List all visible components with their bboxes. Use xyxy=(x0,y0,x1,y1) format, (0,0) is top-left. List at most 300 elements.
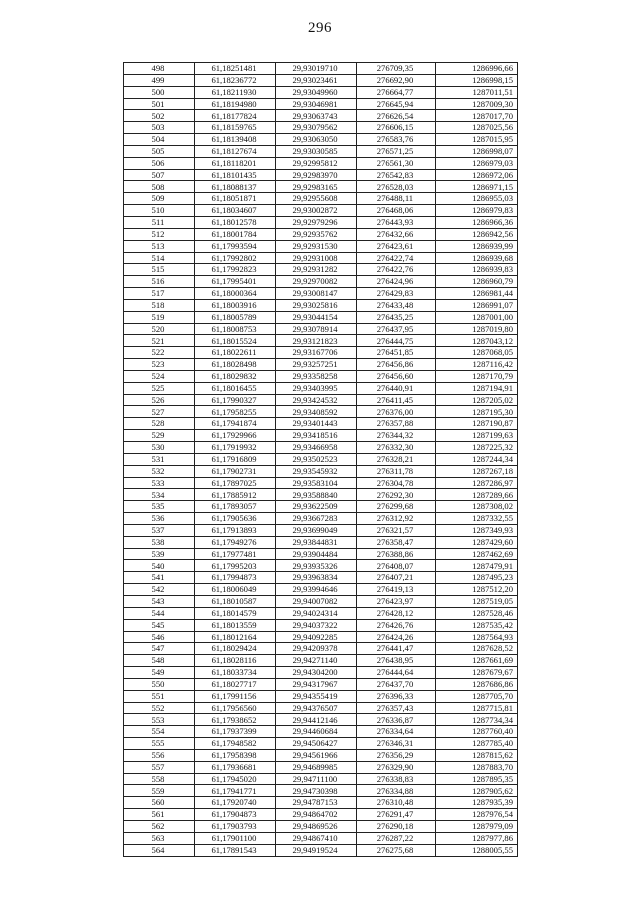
point-number-cell: 512 xyxy=(124,228,195,240)
x-coordinate-cell: 276310,48 xyxy=(357,797,436,809)
point-number-cell: 556 xyxy=(124,749,195,761)
latitude-cell: 61,18008753 xyxy=(195,323,276,335)
point-number-cell: 549 xyxy=(124,667,195,679)
y-coordinate-cell: 1286966,36 xyxy=(436,216,518,228)
y-coordinate-cell: 1287025,56 xyxy=(436,122,518,134)
x-coordinate-cell: 276287,22 xyxy=(357,832,436,844)
point-number-cell: 505 xyxy=(124,145,195,157)
page-number: 296 xyxy=(308,20,332,36)
y-coordinate-cell: 1287308,02 xyxy=(436,501,518,513)
table-row xyxy=(124,134,518,146)
latitude-cell: 61,18051871 xyxy=(195,193,276,205)
point-number-cell: 564 xyxy=(124,844,195,856)
table-row xyxy=(124,524,518,536)
point-number-cell: 527 xyxy=(124,406,195,418)
table-row xyxy=(124,477,518,489)
table-row xyxy=(124,489,518,501)
table-row xyxy=(124,749,518,761)
table-row xyxy=(124,205,518,217)
x-coordinate-cell: 276292,30 xyxy=(357,489,436,501)
point-number-cell: 510 xyxy=(124,205,195,217)
latitude-cell: 61,17993594 xyxy=(195,240,276,252)
x-coordinate-cell: 276456,60 xyxy=(357,370,436,382)
y-coordinate-cell: 1287019,80 xyxy=(436,323,518,335)
longitude-cell: 29,94007082 xyxy=(276,595,357,607)
latitude-cell: 61,17956560 xyxy=(195,702,276,714)
point-number-cell: 519 xyxy=(124,311,195,323)
longitude-cell: 29,92931008 xyxy=(276,252,357,264)
longitude-cell: 29,94092285 xyxy=(276,631,357,643)
x-coordinate-cell: 276542,83 xyxy=(357,169,436,181)
longitude-cell: 29,94711100 xyxy=(276,773,357,785)
x-coordinate-cell: 276334,64 xyxy=(357,726,436,738)
x-coordinate-cell: 276422,74 xyxy=(357,252,436,264)
table-row xyxy=(124,690,518,702)
x-coordinate-cell: 276426,76 xyxy=(357,619,436,631)
table-row xyxy=(124,216,518,228)
longitude-cell: 29,92955608 xyxy=(276,193,357,205)
point-number-cell: 542 xyxy=(124,584,195,596)
x-coordinate-cell: 276419,13 xyxy=(357,584,436,596)
longitude-cell: 29,92983970 xyxy=(276,169,357,181)
table-row xyxy=(124,299,518,311)
point-number-cell: 561 xyxy=(124,809,195,821)
longitude-cell: 29,93019710 xyxy=(276,63,357,75)
table-row xyxy=(124,193,518,205)
point-number-cell: 515 xyxy=(124,264,195,276)
longitude-cell: 29,94787153 xyxy=(276,797,357,809)
x-coordinate-cell: 276358,47 xyxy=(357,536,436,548)
y-coordinate-cell: 1287015,95 xyxy=(436,134,518,146)
latitude-cell: 61,18177824 xyxy=(195,110,276,122)
y-coordinate-cell: 1287760,40 xyxy=(436,726,518,738)
latitude-cell: 61,18088137 xyxy=(195,181,276,193)
table-row xyxy=(124,418,518,430)
latitude-cell: 61,18034607 xyxy=(195,205,276,217)
x-coordinate-cell: 276329,90 xyxy=(357,761,436,773)
table-row xyxy=(124,228,518,240)
table-row xyxy=(124,359,518,371)
x-coordinate-cell: 276528,03 xyxy=(357,181,436,193)
point-number-cell: 522 xyxy=(124,347,195,359)
point-number-cell: 513 xyxy=(124,240,195,252)
x-coordinate-cell: 276424,26 xyxy=(357,631,436,643)
x-coordinate-cell: 276376,00 xyxy=(357,406,436,418)
point-number-cell: 500 xyxy=(124,86,195,98)
table-row xyxy=(124,821,518,833)
table-row xyxy=(124,773,518,785)
latitude-cell: 61,17992823 xyxy=(195,264,276,276)
point-number-cell: 538 xyxy=(124,536,195,548)
latitude-cell: 61,17949276 xyxy=(195,536,276,548)
point-number-cell: 550 xyxy=(124,678,195,690)
longitude-cell: 29,93502523 xyxy=(276,453,357,465)
x-coordinate-cell: 276438,95 xyxy=(357,655,436,667)
latitude-cell: 61,18012164 xyxy=(195,631,276,643)
x-coordinate-cell: 276437,70 xyxy=(357,678,436,690)
latitude-cell: 61,18010587 xyxy=(195,595,276,607)
y-coordinate-cell: 1287628,52 xyxy=(436,643,518,655)
y-coordinate-cell: 1287979,09 xyxy=(436,821,518,833)
point-number-cell: 507 xyxy=(124,169,195,181)
longitude-cell: 29,94355419 xyxy=(276,690,357,702)
table-row xyxy=(124,667,518,679)
x-coordinate-cell: 276456,86 xyxy=(357,359,436,371)
table-row xyxy=(124,809,518,821)
point-number-cell: 526 xyxy=(124,394,195,406)
longitude-cell: 29,94919524 xyxy=(276,844,357,856)
x-coordinate-cell: 276443,93 xyxy=(357,216,436,228)
y-coordinate-cell: 1287895,35 xyxy=(436,773,518,785)
table-row xyxy=(124,157,518,169)
y-coordinate-cell: 1287194,91 xyxy=(436,382,518,394)
y-coordinate-cell: 1287905,62 xyxy=(436,785,518,797)
y-coordinate-cell: 1287686,86 xyxy=(436,678,518,690)
y-coordinate-cell: 1288005,55 xyxy=(436,844,518,856)
x-coordinate-cell: 276344,32 xyxy=(357,430,436,442)
longitude-cell: 29,94869526 xyxy=(276,821,357,833)
x-coordinate-cell: 276692,90 xyxy=(357,74,436,86)
x-coordinate-cell: 276432,66 xyxy=(357,228,436,240)
longitude-cell: 29,93121823 xyxy=(276,335,357,347)
y-coordinate-cell: 1287883,70 xyxy=(436,761,518,773)
longitude-cell: 29,93408592 xyxy=(276,406,357,418)
point-number-cell: 562 xyxy=(124,821,195,833)
point-number-cell: 517 xyxy=(124,288,195,300)
table-row xyxy=(124,323,518,335)
longitude-cell: 29,93358258 xyxy=(276,370,357,382)
table-row xyxy=(124,572,518,584)
longitude-cell: 29,92931282 xyxy=(276,264,357,276)
point-number-cell: 551 xyxy=(124,690,195,702)
y-coordinate-cell: 1287519,05 xyxy=(436,595,518,607)
latitude-cell: 61,18101435 xyxy=(195,169,276,181)
point-number-cell: 499 xyxy=(124,74,195,86)
latitude-cell: 61,17994873 xyxy=(195,572,276,584)
table-row xyxy=(124,714,518,726)
table-row xyxy=(124,501,518,513)
latitude-cell: 61,17938652 xyxy=(195,714,276,726)
table-row xyxy=(124,169,518,181)
y-coordinate-cell: 1286960,79 xyxy=(436,276,518,288)
x-coordinate-cell: 276290,18 xyxy=(357,821,436,833)
y-coordinate-cell: 1287244,34 xyxy=(436,453,518,465)
table-row xyxy=(124,74,518,86)
longitude-cell: 29,93994646 xyxy=(276,584,357,596)
longitude-cell: 29,93904484 xyxy=(276,548,357,560)
table-row xyxy=(124,442,518,454)
latitude-cell: 61,18211930 xyxy=(195,86,276,98)
y-coordinate-cell: 1286998,07 xyxy=(436,145,518,157)
longitude-cell: 29,93844831 xyxy=(276,536,357,548)
table-row xyxy=(124,607,518,619)
x-coordinate-cell: 276407,21 xyxy=(357,572,436,584)
y-coordinate-cell: 1286942,56 xyxy=(436,228,518,240)
point-number-cell: 518 xyxy=(124,299,195,311)
x-coordinate-cell: 276332,30 xyxy=(357,442,436,454)
table-row xyxy=(124,394,518,406)
x-coordinate-cell: 276571,25 xyxy=(357,145,436,157)
x-coordinate-cell: 276451,85 xyxy=(357,347,436,359)
latitude-cell: 61,18015524 xyxy=(195,335,276,347)
y-coordinate-cell: 1287116,42 xyxy=(436,359,518,371)
x-coordinate-cell: 276411,45 xyxy=(357,394,436,406)
point-number-cell: 503 xyxy=(124,122,195,134)
y-coordinate-cell: 1287205,02 xyxy=(436,394,518,406)
longitude-cell: 29,92970082 xyxy=(276,276,357,288)
latitude-cell: 61,18027717 xyxy=(195,678,276,690)
table-row xyxy=(124,252,518,264)
latitude-cell: 61,18016455 xyxy=(195,382,276,394)
longitude-cell: 29,94024314 xyxy=(276,607,357,619)
x-coordinate-cell: 276428,12 xyxy=(357,607,436,619)
y-coordinate-cell: 1286971,15 xyxy=(436,181,518,193)
table-row xyxy=(124,844,518,856)
longitude-cell: 29,93622509 xyxy=(276,501,357,513)
table-row xyxy=(124,264,518,276)
longitude-cell: 29,92931530 xyxy=(276,240,357,252)
y-coordinate-cell: 1287512,20 xyxy=(436,584,518,596)
y-coordinate-cell: 1286939,83 xyxy=(436,264,518,276)
x-coordinate-cell: 276422,76 xyxy=(357,264,436,276)
longitude-cell: 29,94317967 xyxy=(276,678,357,690)
y-coordinate-cell: 1287564,93 xyxy=(436,631,518,643)
table-row xyxy=(124,761,518,773)
x-coordinate-cell: 276304,78 xyxy=(357,477,436,489)
x-coordinate-cell: 276626,54 xyxy=(357,110,436,122)
longitude-cell: 29,93030585 xyxy=(276,145,357,157)
point-number-cell: 552 xyxy=(124,702,195,714)
latitude-cell: 61,17929966 xyxy=(195,430,276,442)
y-coordinate-cell: 1287715,81 xyxy=(436,702,518,714)
x-coordinate-cell: 276645,94 xyxy=(357,98,436,110)
table-row xyxy=(124,406,518,418)
y-coordinate-cell: 1287462,69 xyxy=(436,548,518,560)
longitude-cell: 29,94412146 xyxy=(276,714,357,726)
point-number-cell: 525 xyxy=(124,382,195,394)
latitude-cell: 61,17891543 xyxy=(195,844,276,856)
y-coordinate-cell: 1287170,79 xyxy=(436,370,518,382)
table-row xyxy=(124,619,518,631)
x-coordinate-cell: 276299,68 xyxy=(357,501,436,513)
latitude-cell: 61,17945020 xyxy=(195,773,276,785)
point-number-cell: 560 xyxy=(124,797,195,809)
table-row xyxy=(124,86,518,98)
table-row xyxy=(124,240,518,252)
x-coordinate-cell: 276311,78 xyxy=(357,465,436,477)
y-coordinate-cell: 1287679,67 xyxy=(436,667,518,679)
x-coordinate-cell: 276709,35 xyxy=(357,63,436,75)
x-coordinate-cell: 276435,25 xyxy=(357,311,436,323)
latitude-cell: 61,18236772 xyxy=(195,74,276,86)
y-coordinate-cell: 1286981,44 xyxy=(436,288,518,300)
longitude-cell: 29,92983165 xyxy=(276,181,357,193)
x-coordinate-cell: 276583,76 xyxy=(357,134,436,146)
y-coordinate-cell: 1286979,03 xyxy=(436,157,518,169)
point-number-cell: 514 xyxy=(124,252,195,264)
x-coordinate-cell: 276357,43 xyxy=(357,702,436,714)
point-number-cell: 559 xyxy=(124,785,195,797)
x-coordinate-cell: 276328,21 xyxy=(357,453,436,465)
point-number-cell: 523 xyxy=(124,359,195,371)
longitude-cell: 29,94271140 xyxy=(276,655,357,667)
table-row xyxy=(124,453,518,465)
latitude-cell: 61,17977481 xyxy=(195,548,276,560)
x-coordinate-cell: 276606,15 xyxy=(357,122,436,134)
x-coordinate-cell: 276429,83 xyxy=(357,288,436,300)
table-row xyxy=(124,335,518,347)
longitude-cell: 29,93935326 xyxy=(276,560,357,572)
latitude-cell: 61,18000364 xyxy=(195,288,276,300)
point-number-cell: 557 xyxy=(124,761,195,773)
y-coordinate-cell: 1287495,23 xyxy=(436,572,518,584)
y-coordinate-cell: 1287785,40 xyxy=(436,738,518,750)
point-number-cell: 524 xyxy=(124,370,195,382)
point-number-cell: 502 xyxy=(124,110,195,122)
point-number-cell: 534 xyxy=(124,489,195,501)
latitude-cell: 61,18003916 xyxy=(195,299,276,311)
y-coordinate-cell: 1287535,42 xyxy=(436,619,518,631)
point-number-cell: 547 xyxy=(124,643,195,655)
y-coordinate-cell: 1286979,83 xyxy=(436,205,518,217)
table-row xyxy=(124,311,518,323)
table-row xyxy=(124,595,518,607)
latitude-cell: 61,18005789 xyxy=(195,311,276,323)
x-coordinate-cell: 276346,31 xyxy=(357,738,436,750)
table-row xyxy=(124,560,518,572)
point-number-cell: 511 xyxy=(124,216,195,228)
y-coordinate-cell: 1287289,66 xyxy=(436,489,518,501)
table-row xyxy=(124,678,518,690)
latitude-cell: 61,18022611 xyxy=(195,347,276,359)
latitude-cell: 61,18159765 xyxy=(195,122,276,134)
longitude-cell: 29,94304200 xyxy=(276,667,357,679)
longitude-cell: 29,93424532 xyxy=(276,394,357,406)
latitude-cell: 61,18028498 xyxy=(195,359,276,371)
point-number-cell: 548 xyxy=(124,655,195,667)
y-coordinate-cell: 1287734,34 xyxy=(436,714,518,726)
longitude-cell: 29,94730398 xyxy=(276,785,357,797)
longitude-cell: 29,94867410 xyxy=(276,832,357,844)
table-row xyxy=(124,643,518,655)
longitude-cell: 29,93044154 xyxy=(276,311,357,323)
table-row xyxy=(124,584,518,596)
table-row xyxy=(124,536,518,548)
longitude-cell: 29,94460684 xyxy=(276,726,357,738)
longitude-cell: 29,93418516 xyxy=(276,430,357,442)
longitude-cell: 29,93667283 xyxy=(276,513,357,525)
table-row xyxy=(124,110,518,122)
longitude-cell: 29,93588840 xyxy=(276,489,357,501)
latitude-cell: 61,17937399 xyxy=(195,726,276,738)
longitude-cell: 29,94561966 xyxy=(276,749,357,761)
table-row xyxy=(124,98,518,110)
x-coordinate-cell: 276561,30 xyxy=(357,157,436,169)
latitude-cell: 61,17897025 xyxy=(195,477,276,489)
latitude-cell: 61,18001784 xyxy=(195,228,276,240)
x-coordinate-cell: 276408,07 xyxy=(357,560,436,572)
x-coordinate-cell: 276441,47 xyxy=(357,643,436,655)
y-coordinate-cell: 1287043,12 xyxy=(436,335,518,347)
table-row xyxy=(124,785,518,797)
longitude-cell: 29,93049960 xyxy=(276,86,357,98)
y-coordinate-cell: 1286939,99 xyxy=(436,240,518,252)
y-coordinate-cell: 1287267,18 xyxy=(436,465,518,477)
longitude-cell: 29,94689985 xyxy=(276,761,357,773)
table-row xyxy=(124,382,518,394)
longitude-cell: 29,93002872 xyxy=(276,205,357,217)
coordinates-table xyxy=(123,62,518,857)
table-row xyxy=(124,702,518,714)
point-number-cell: 558 xyxy=(124,773,195,785)
point-number-cell: 535 xyxy=(124,501,195,513)
latitude-cell: 61,17941874 xyxy=(195,418,276,430)
longitude-cell: 29,93699049 xyxy=(276,524,357,536)
latitude-cell: 61,17920740 xyxy=(195,797,276,809)
latitude-cell: 61,17990327 xyxy=(195,394,276,406)
x-coordinate-cell: 276423,61 xyxy=(357,240,436,252)
point-number-cell: 536 xyxy=(124,513,195,525)
latitude-cell: 61,17901100 xyxy=(195,832,276,844)
y-coordinate-cell: 1287349,93 xyxy=(436,524,518,536)
x-coordinate-cell: 276338,83 xyxy=(357,773,436,785)
latitude-cell: 61,17948582 xyxy=(195,738,276,750)
y-coordinate-cell: 1287976,54 xyxy=(436,809,518,821)
table-row xyxy=(124,430,518,442)
point-number-cell: 539 xyxy=(124,548,195,560)
longitude-cell: 29,93078914 xyxy=(276,323,357,335)
x-coordinate-cell: 276357,88 xyxy=(357,418,436,430)
latitude-cell: 61,17904873 xyxy=(195,809,276,821)
longitude-cell: 29,93063050 xyxy=(276,134,357,146)
x-coordinate-cell: 276437,95 xyxy=(357,323,436,335)
latitude-cell: 61,17995401 xyxy=(195,276,276,288)
latitude-cell: 61,18033734 xyxy=(195,667,276,679)
latitude-cell: 61,17885912 xyxy=(195,489,276,501)
x-coordinate-cell: 276444,75 xyxy=(357,335,436,347)
point-number-cell: 545 xyxy=(124,619,195,631)
y-coordinate-cell: 1287528,46 xyxy=(436,607,518,619)
table-row xyxy=(124,548,518,560)
x-coordinate-cell: 276488,11 xyxy=(357,193,436,205)
longitude-cell: 29,94037322 xyxy=(276,619,357,631)
x-coordinate-cell: 276444,64 xyxy=(357,667,436,679)
longitude-cell: 29,93257251 xyxy=(276,359,357,371)
y-coordinate-cell: 1286939,68 xyxy=(436,252,518,264)
longitude-cell: 29,93545932 xyxy=(276,465,357,477)
y-coordinate-cell: 1287001,00 xyxy=(436,311,518,323)
x-coordinate-cell: 276291,47 xyxy=(357,809,436,821)
latitude-cell: 61,17903793 xyxy=(195,821,276,833)
y-coordinate-cell: 1287017,70 xyxy=(436,110,518,122)
coordinates-table-body xyxy=(124,63,518,857)
point-number-cell: 533 xyxy=(124,477,195,489)
longitude-cell: 29,93167706 xyxy=(276,347,357,359)
point-number-cell: 531 xyxy=(124,453,195,465)
x-coordinate-cell: 276396,33 xyxy=(357,690,436,702)
latitude-cell: 61,17995203 xyxy=(195,560,276,572)
latitude-cell: 61,17919932 xyxy=(195,442,276,454)
y-coordinate-cell: 1287705,70 xyxy=(436,690,518,702)
y-coordinate-cell: 1287977,86 xyxy=(436,832,518,844)
point-number-cell: 521 xyxy=(124,335,195,347)
table-row xyxy=(124,347,518,359)
longitude-cell: 29,92935762 xyxy=(276,228,357,240)
table-row xyxy=(124,122,518,134)
latitude-cell: 61,17958255 xyxy=(195,406,276,418)
longitude-cell: 29,94376507 xyxy=(276,702,357,714)
latitude-cell: 61,17958398 xyxy=(195,749,276,761)
